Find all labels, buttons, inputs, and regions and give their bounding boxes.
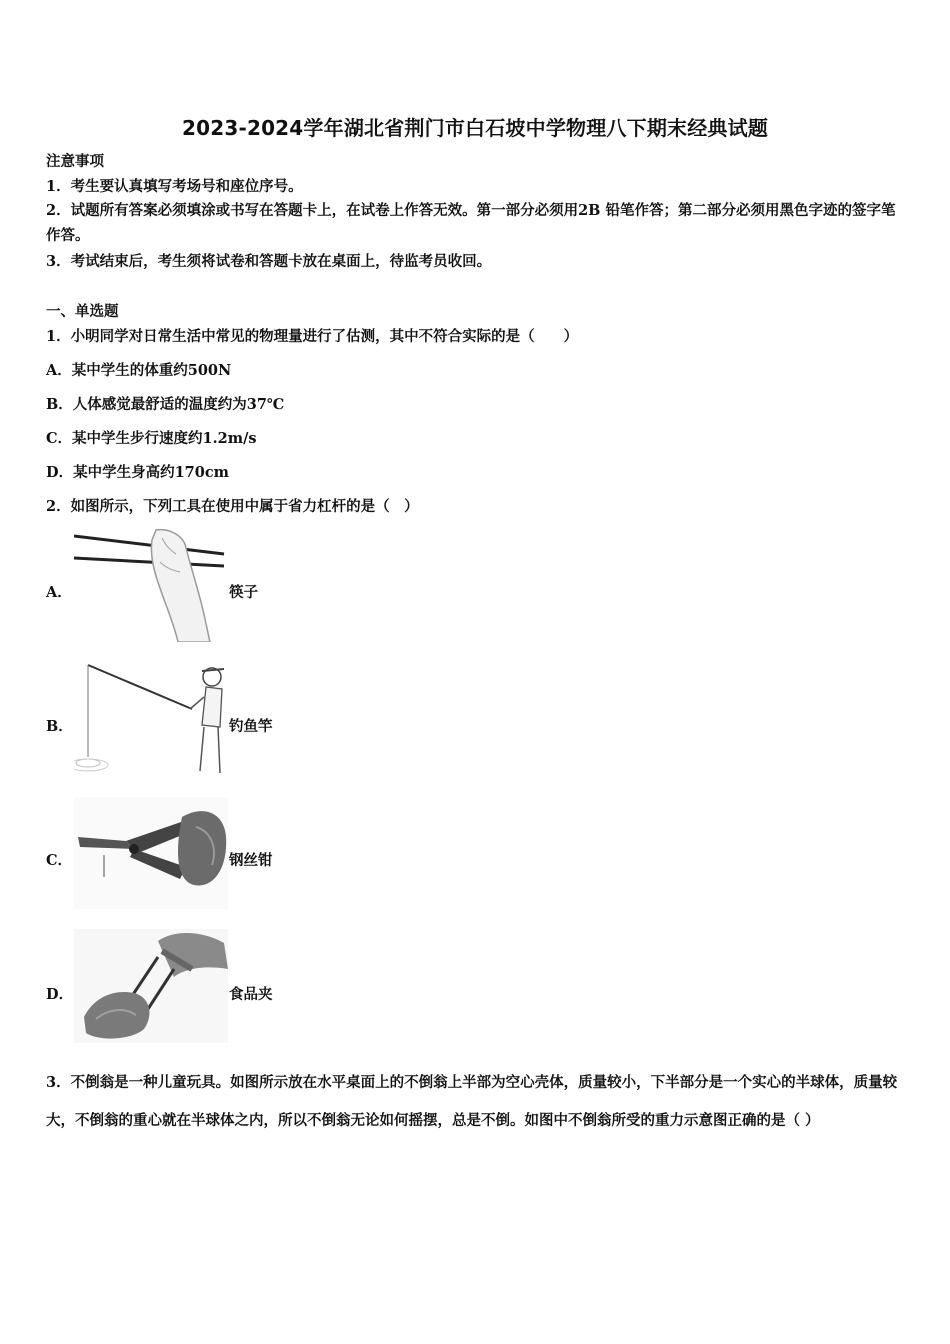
page-title: 2023-2024学年湖北省荆门市白石坡中学物理八下期末经典试题 — [181, 116, 769, 140]
pliers-icon — [74, 797, 228, 909]
q2-option-d-name: 食品夹 — [229, 986, 273, 1003]
q1-option-c: C．某中学生步行速度约1.2m/s — [46, 430, 257, 447]
q2-option-b-name: 钓鱼竿 — [229, 718, 273, 735]
q3-stem: 3．不倒翁是一种儿童玩具。如图所示放在水平桌面上的不倒翁上半部为空心壳体，质量较小，下半部分是一个实心的半球体，质量较大，不倒翁的重心就在半球体之内，所以不倒翁无论如何摇摆，总是不倒。如图中不倒翁所受的重力示意图正确的是（ ） — [46, 1074, 898, 1129]
q2-option-c-label: C． — [46, 852, 73, 869]
q1-option-b: B．人体感觉最舒适的温度约为37℃ — [46, 396, 285, 413]
q2-option-a-label: A． — [46, 584, 72, 601]
q2-option-c-name: 钢丝钳 — [229, 852, 273, 869]
q2-option-d-label: D． — [46, 986, 74, 1003]
section-heading: 一、单选题 — [46, 303, 119, 320]
q1-option-a: A．某中学生的体重约500N — [46, 362, 232, 379]
food-tongs-icon — [74, 929, 228, 1043]
notice-heading: 注意事项 — [46, 153, 104, 170]
q2-stem: 2．如图所示，下列工具在使用中属于省力杠杆的是（ ） — [46, 498, 419, 515]
notice-item-3: 3．考试结束后，考生须将试卷和答题卡放在桌面上，待监考员收回。 — [46, 253, 492, 270]
q2-option-b-label: B． — [46, 718, 73, 735]
q1-stem: 1．小明同学对日常生活中常见的物理量进行了估测，其中不符合实际的是（ ） — [46, 328, 579, 345]
chopsticks-icon — [74, 528, 228, 642]
q1-option-d: D．某中学生身高约170cm — [46, 464, 230, 481]
fishing-rod-icon — [74, 661, 228, 777]
notice-item-2: 2．试题所有答案必须填涂或书写在答题卡上，在试卷上作答无效。第一部分必须用2B 铅笔作答；第二部分必须用黑色字迹的签字笔作答。 — [46, 202, 896, 244]
q2-option-a-name: 筷子 — [229, 584, 258, 601]
notice-item-1: 1．考生要认真填写考场号和座位序号。 — [46, 178, 303, 195]
